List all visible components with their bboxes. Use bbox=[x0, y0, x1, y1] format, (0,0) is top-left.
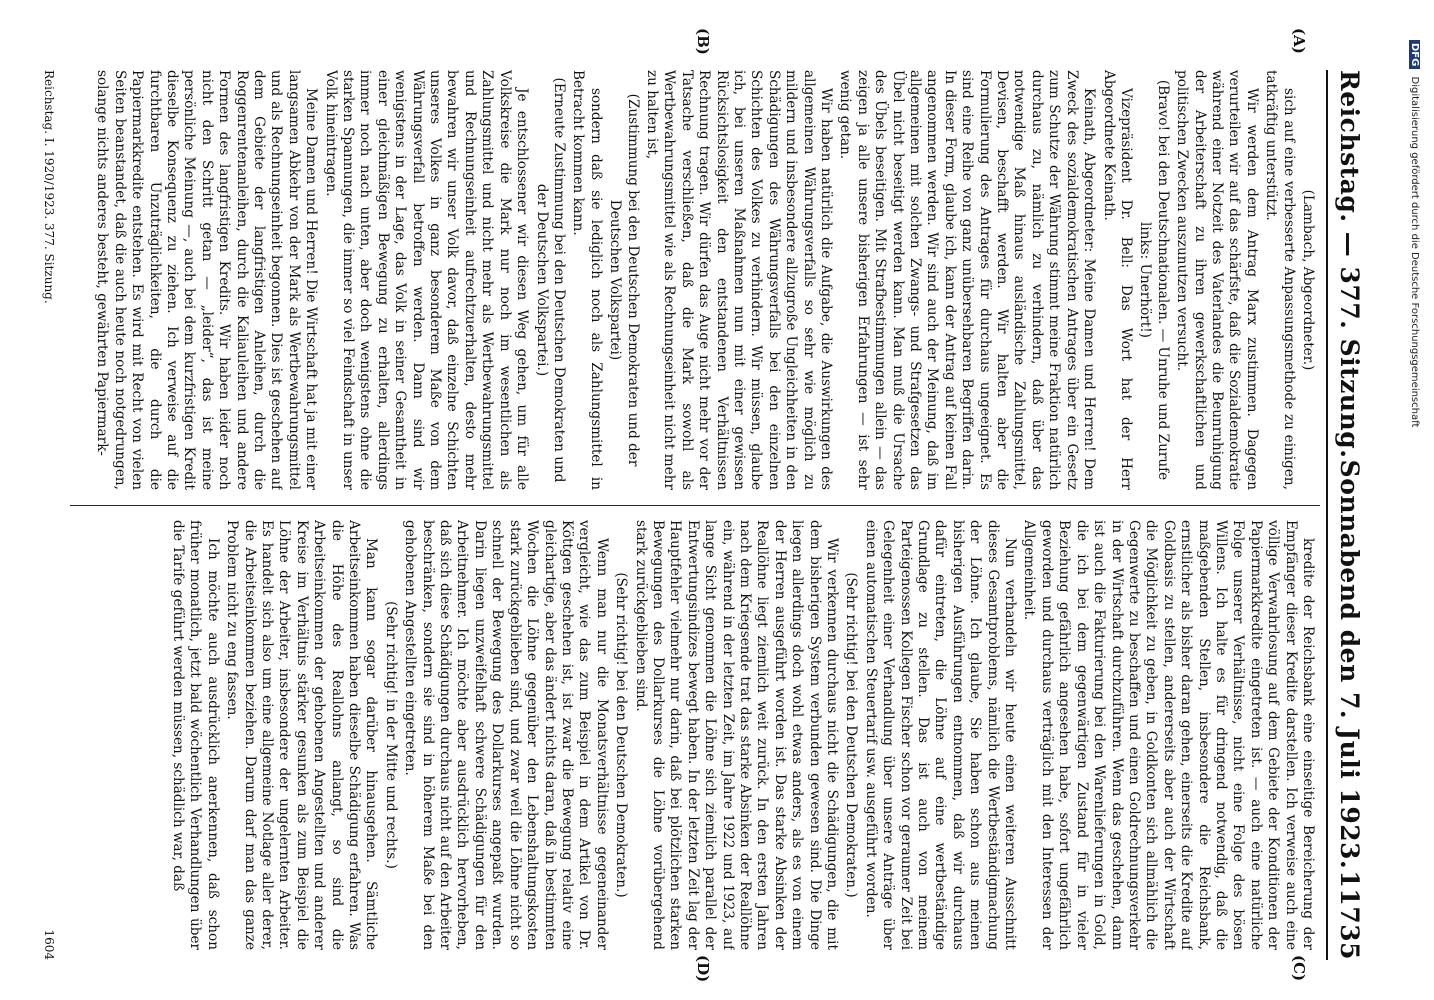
column-divider bbox=[70, 505, 1320, 506]
paragraph: (Lambach, Abgeordneter.) bbox=[1300, 189, 1316, 371]
footer-citation: Reichstag. I. 1920/1923. 377. Sitzung. bbox=[42, 70, 56, 304]
left-text-column bbox=[70, 70, 1316, 490]
digitization-note bbox=[1406, 40, 1420, 990]
paragraph: sondern daß sie lediglich noch als Zahlungsmittel in Betracht kommen kann. bbox=[570, 70, 604, 490]
paragraph: Keinath, Abgeordneter: Meine Damen und Herren! Dem Zweck des sozialdemokratischen Antrages über ein Gesetz zum Schutze der Währung stimmt meine Fraktion natürlich durchaus zu, nämlich zu verhindern, daß über das notwendige Maß hinaus ausländische Zahlungsmittel, Devisen, beschafft werden. Wir halten aber die Formulierung des Antrages für durchaus ungeeignet. Es sind eine Reihe von ganz unübersehbaren Begriffen darin. In dieser Form, glaube ich, kann der Antrag auf keinen Fall angenommen werden. Wir sind auch der Meinung, daß im allgemeinen mit solchen Zwangs- und Strafgesetzen das Übel nicht beseitigt werden kann. Man muß die Ursache des Übels beseitigen. Mit Strafbestimmungen allein — das zeigen ja alle unsere bisherigen Erfahrungen — ist sehr wenig getan. bbox=[837, 70, 1098, 490]
paragraph: Wenn man nur die Monatsverhältnisse gegeneinander vergleicht, wie das zum Beispiel in dem Artikel von Dr. Köttgen geschehen ist, ist zwar die Bewegung relativ eine gleichartige, aber das ändert nichts daran, daß in bestimmten Wochen die Löhne gegenüber den Lebenshaltungskosten stark zurückgeblieben sind, und zwar weil die Löhne nicht so schnell der Bewegung des Dollarkurses angepaßt wurden. Darin liegen unzweifelhaft schwere Schädigungen für den Arbeitnehmer. Ich möchte aber ausdrücklich hervorheben, daß sich diese Schädigungen durchaus nicht auf den Arbeiter beschränken, sondern sie sind in höherem Maße bei den gehobenen Angestellten eingetreten. bbox=[402, 520, 610, 950]
right-text-column bbox=[70, 520, 1316, 950]
margin-mark-c: (C) bbox=[1290, 955, 1308, 982]
paragraph: Ich möchte auch ausdrücklich anerkennen, daß schon früher monatlich, jetzt bald wöchentlich Verhandlungen über die Tarife geführt werden müssen, schädlich war, daß bbox=[170, 520, 221, 950]
digitization-credit: Digitalisierung gefördert durch die Deutsche Forschungsgemeinschaft bbox=[1409, 76, 1420, 428]
paragraph: (Sehr richtig! in der Mitte und rechts.) bbox=[382, 601, 399, 869]
page-header bbox=[1330, 70, 1370, 960]
paragraph: Nun verhandeln wir heute einen weiteren Ausschnitt dieses Gesamtproblems, nämlich die Wertbeständigmachung der Löhne. Ich glaube, Sie haben schon aus meinen bisherigen Ausführungen entnommen, daß wir durchaus dafür eintreten, die Löhne auf eine wertbeständige Grundlage zu stellen. Das ist auch von meinem Parteigenossen Kollegen Fischer schon vor geraumer Zeit bei Gelegenheit einer Verhandlung über unsere Anträge über einen automatischen Steuertarif usw. ausgeführt worden. bbox=[862, 520, 1019, 950]
header-rule bbox=[1326, 70, 1328, 960]
page-number: 11735 bbox=[1335, 870, 1365, 960]
paragraph: Meine Damen und Herren! Die Wirtschaft hat ja mit einer langsamen Abkehr von der Mark als Wertbewahrungsmittel und als Rechnungseinheit begonnen. Dies ist geschehen auf dem Gebiete der langfristigen Anleihen, durch die Roggenrentenanleihen, durch die Kaliauleihen und andere Formen des langfristigen Kredits. Wir haben leider noch nicht den Schritt getan — „leider“, das ist meine persönliche Meinung —, auch bei dem kurzfristigen Kredit dieselbe Konsequenz zu ziehen. Ich verweise auf die furchtbaren Unzuträglichkeiten, die durch die Papiermarkkredite entstehen. Es wird mit Recht von vielen Seiten beanstandet, daß die auch heute noch notgedrungen, solange nichts anderes besteht, gewährten Papiermark- bbox=[94, 70, 320, 490]
margin-mark-b: (B) bbox=[694, 28, 712, 55]
page-footer bbox=[42, 70, 56, 960]
header-date: Sonnabend den 7. Juli 1923. bbox=[1335, 459, 1365, 870]
paragraph: (Zustimmung bei den Deutschen Demokraten und der Deutschen Volkspartei) bbox=[607, 93, 641, 467]
paragraph: (Sehr richtig! bei den Deutschen Demokraten.) bbox=[613, 572, 630, 898]
footer-sheet-number: 1604 bbox=[42, 929, 56, 960]
margin-mark-a: (A) bbox=[1290, 28, 1308, 54]
paragraph: (Bravo! bei den Deutschnationalen. — Unruhe und Zurufe links: Unerhört!) bbox=[1137, 79, 1171, 481]
paragraph: (Sehr richtig! bei den Deutschen Demokraten.) bbox=[843, 572, 860, 898]
paragraph: Man kann sogar darüber hinausgehen. Sämtliche Arbeitseinkommen haben dieselbe Schädigung erfahren. Was die Höhe des Reallohns anlangt, so sind die Arbeitseinkommen der gehobenen Angestellten und anderer Kreise im Verhältnis stärker gesunken als zum Beispiel die Löhne der Arbeiter, insbesondere der ungelernten Arbeiter. Es handelt sich also um eine allgemeine Notlage aller derer, die Arbeitseinkommen beziehen. Darum darf man das ganze Problem nicht zu eng fassen. bbox=[224, 520, 380, 950]
paragraph: Wir verkennen durchaus nicht die Schädigungen, die mit dem bisherigen System verbunden gewesen sind. Die Dinge liegen allerdings doch wohl etwas anders, als es von einem der Herren ausgeführt worden ist. Das starke Absinken der Reallöhne liegt ziemlich weit zurück. In den ersten Jahren nach dem Kriegsende trat das starke Absinken der Reallöhne ein, während in der letzten Zeit, im Jahre 1922 und 1923, auf lange Sicht genommen die Löhne sich ziemlich parallel der Entwertungsindizes bewegt haben. In der letzten Zeit lag der Hauptfehler vielmehr nur darin, daß bei plötzlichen starken Bewegungen des Dollarkurses die Löhne vorübergehend stark zurückgeblieben sind. bbox=[632, 520, 841, 950]
margin-mark-d: (D) bbox=[694, 955, 712, 983]
paragraph: sich auf eine verbesserte Anpassungsmethode zu einigen, tatkräftig unterstützt. bbox=[1263, 70, 1297, 490]
paragraph: kredite der Reichsbank eine einseitige Bereicherung der Empfänger dieser Kredite darstellen. Ich verweise auch eine völlige Verwahrlosung auf dem Gebiete der Konditionen der Papiermarkkredite eingetreten ist. — auch eine natürliche Folge unserer Verhältnisse, nicht eine Folge des bösen Willens. Ich halte es für dringend notwendig, daß die maßgebenden Stellen, insbesondere die Reichsbank, ernstlicher als bisher daran gehen, einerseits die Kredite auf Goldbasis zu stellen, andererseits aber auch der Wirtschaft die Möglichkeit zu geben, in Goldkonten sich allmählich die Gegenwerte zu beschaffen und einen Goldrechnungsverkehr in der Wirtschaft durchzuführen. Wenn das geschehen, dann ist auch die Fakturierung bei den Warenlieferungen in Gold, die ich bei dem gegenwärtigen Zustand für in vieler Beziehung gefährlich angesehen habe, sofort ungefährlich geworden und durchaus verträglich mit den Interessen der Allgemeinheit. bbox=[1021, 520, 1316, 950]
paragraph: Je entschlossener wir diesen Weg gehen, um für alle Volkskreise die Mark nur noch im wesentlichen als Zahlungsmittel und nicht mehr als Wertbewahrungsmittel und Rechnungseinheit aufrechtzuerhalten, desto mehr bewahren wir unser Volk davor, daß einzelne Schichten unseres Volkes in ganz besonderem Maße von dem Währungsverfall betroffen werden. Dann sind wir wenigstens in der Lage, das Volk in seiner Gesamtheit in einer gleichmäßigen Bewegung zu erhalten, allerdings immer noch nach unten, aber doch wenigstens ohne die starken Spannungen, die immer so viel Feindschaft in unser Volk hineintragen. bbox=[322, 70, 531, 490]
paragraph: Vizepräsident Dr. Bell: Das Wort hat der Herr Abgeordnete Keinath. bbox=[1100, 70, 1134, 490]
header-session: Reichstag. — 377. Sitzung. bbox=[1335, 70, 1365, 459]
dfg-logo: DFG bbox=[1409, 40, 1420, 69]
paragraph: Wir werden dem Antrag Marx zustimmen. Dagegen verurteilen wir auf das schärfste, daß die Sozialdemokratie während einer Notzeit des Vaterlandes die Beunruhigung der Arbeiterschaft zu ihren gewerkschaftlichen und politischen Zwecken auszunutzen versucht. bbox=[1174, 70, 1260, 490]
paragraph: (Erneute Zustimmung bei den Deutschen Demokraten und der Deutschen Volkspartei.) bbox=[533, 77, 567, 483]
paragraph: Wir haben natürlich die Aufgabe, die Auswirkungen des allgemeinen Währungsverfalls so sehr wie möglich zu mildern und insbesondere allzugroße Ungleichheiten in den Schädigungen des Währungsverfalls bei den einzelnen Schichten des Volkes zu verhindern. Wir müssen, glaube ich, bei unseren Maßnahmen nun mit einer gewissen Rücksichtslosigkeit den entstandenen Verhältnissen Rechnung tragen. Wir dürfen das Auge nicht mehr vor der Tatsache verschließen, daß die Mark sowohl als Wertbewahrungsmittel wie als Rechnungseinheit nicht mehr zu halten ist, bbox=[643, 70, 835, 490]
